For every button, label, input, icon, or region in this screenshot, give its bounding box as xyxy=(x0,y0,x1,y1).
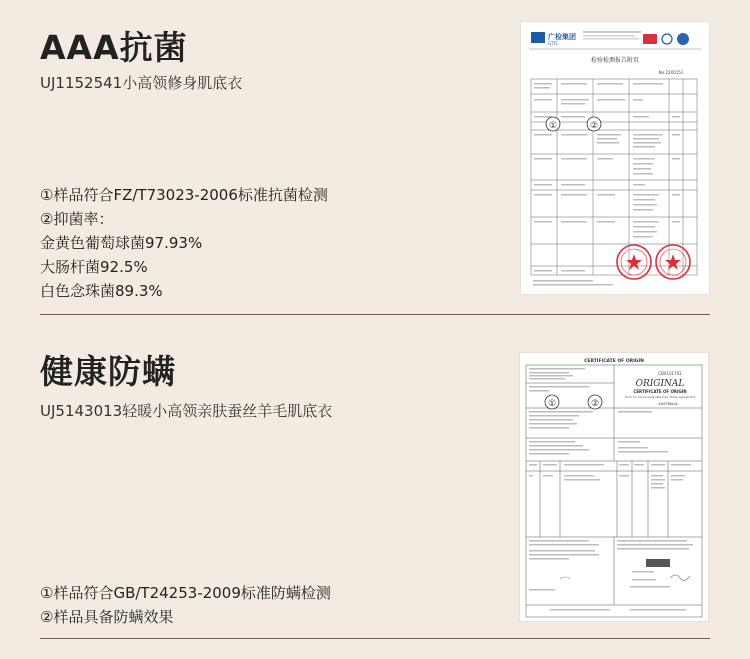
logo-icon xyxy=(531,32,545,43)
feature-line: 白色念珠菌89.3% xyxy=(40,282,163,300)
marker-two: ② xyxy=(589,121,599,131)
certificate-image xyxy=(520,353,708,621)
signature-icon xyxy=(670,575,690,581)
section-title: 健康防螨 xyxy=(40,352,176,391)
signature-icon xyxy=(560,577,570,579)
certificate-number: CB0101701 xyxy=(658,371,682,376)
marker-one: ① xyxy=(548,121,558,131)
feature-line: 大肠杆菌92.5% xyxy=(40,258,148,276)
issued-country: AUSTRALIA xyxy=(658,402,678,406)
certificate-heading: CERTIFICATE OF ORIGIN xyxy=(633,389,687,394)
divider xyxy=(40,314,710,315)
ilac-icon xyxy=(662,34,672,44)
original-label: ORIGINAL xyxy=(635,379,685,389)
logo-text: 广检集团 xyxy=(548,33,576,41)
feature-list xyxy=(40,581,331,629)
divider xyxy=(40,638,710,639)
section-title: AAA抗菌 xyxy=(40,28,188,67)
certificate-top-heading: CERTIFICATE OF ORIGIN xyxy=(584,359,644,364)
report-number: No.22X0151 xyxy=(658,70,684,75)
red-stamp-icon xyxy=(617,245,651,279)
marker-two: ② xyxy=(590,399,600,409)
marker-one: ① xyxy=(547,399,557,409)
feature-line: ②样品具备防螨效果 xyxy=(40,608,174,626)
anti-mite-section xyxy=(0,318,750,658)
product-code: UJ5143013轻暖小高领亲肤蚕丝羊毛肌底衣 xyxy=(40,402,333,420)
feature-list xyxy=(40,183,328,303)
aci-logo-icon xyxy=(646,559,670,567)
red-stamp-icon xyxy=(656,245,690,279)
antibacterial-section xyxy=(0,0,750,316)
feature-line: 金黄色葡萄球菌97.93% xyxy=(40,234,203,252)
feature-line: ②抑菌率： xyxy=(40,210,114,228)
feature-line: ①样品符合FZ/T73023-2006标准抗菌检测 xyxy=(40,186,328,204)
report-heading: 检验检测报告附页 xyxy=(590,57,640,64)
certificate-subheading: Form for China-Australia Free Trade Agreement xyxy=(624,395,696,399)
test-report-image xyxy=(521,22,709,294)
cnas-icon xyxy=(677,33,689,45)
feature-line: ①样品符合GB/T24253-2009标准防螨检测 xyxy=(40,584,331,602)
product-code: UJ1152541小高领修身肌底衣 xyxy=(40,74,243,92)
logo-sub: GTTC xyxy=(548,41,559,46)
cma-icon xyxy=(643,34,657,44)
